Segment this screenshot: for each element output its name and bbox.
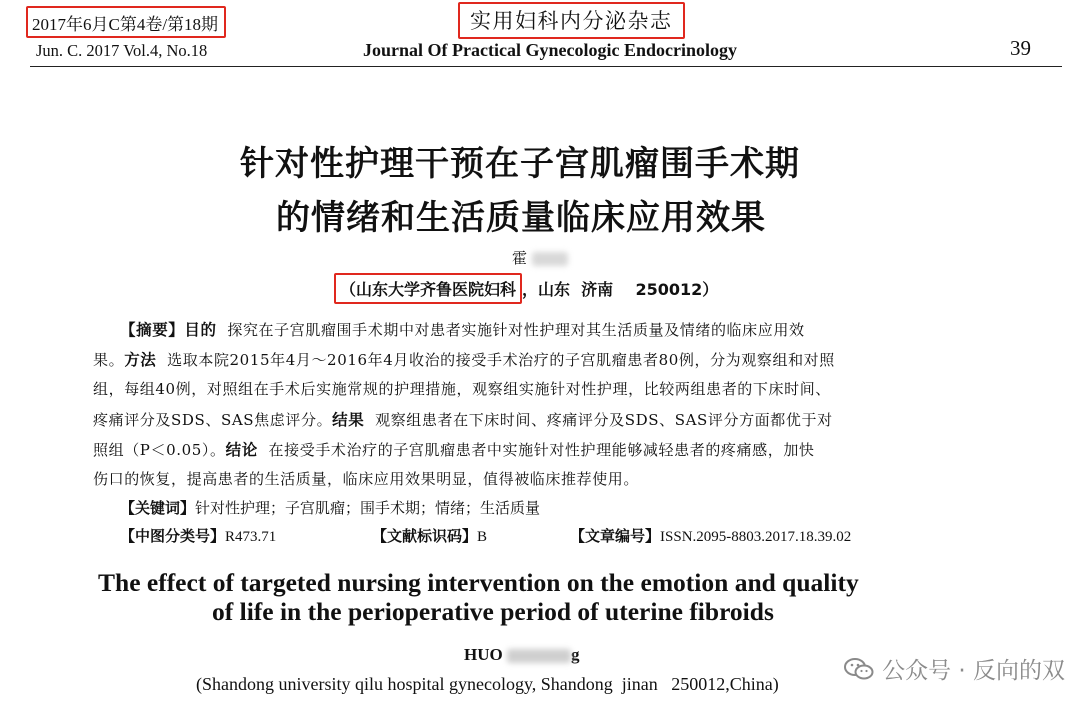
abstract-text: 观察组患者在下床时间、疼痛评分及SDS、SAS评分方面都优于对 bbox=[364, 411, 833, 429]
abstract-method-label: 方法 bbox=[124, 351, 157, 369]
abstract-line-3 bbox=[93, 378, 831, 399]
journal-cn-box bbox=[458, 2, 685, 39]
document-code bbox=[372, 525, 487, 546]
affiliation-open-paren: （ bbox=[340, 280, 357, 299]
affiliation-cn bbox=[334, 273, 718, 304]
abstract-text: 组，每组40例，对照组在手术后实施常规的护理措施，观察组实施针对性护理，比较两组患者的下床时间、 bbox=[93, 380, 831, 398]
issue-cn-box bbox=[26, 6, 226, 38]
article-number-value: ISSN.2095-8803.2017.18.39.02 bbox=[660, 529, 852, 545]
title-cn-line1: 针对性护理干预在子宫肌瘤围手术期 bbox=[240, 144, 800, 184]
abstract-result-label: 结果 bbox=[332, 411, 365, 429]
abstract-line-6 bbox=[93, 468, 639, 489]
title-en-line1: The effect of targeted nursing intervention on the emotion and quality bbox=[98, 568, 859, 597]
author-en-surname: HUO bbox=[464, 645, 503, 664]
redacted-name bbox=[507, 649, 571, 663]
keywords-value: 针对性护理；子宫肌瘤；围手术期；情绪；生活质量 bbox=[195, 499, 541, 517]
abstract-text: 在接受手术治疗的子宫肌瘤患者中实施针对性护理能够减轻患者的疼痛感，加快 bbox=[257, 441, 815, 459]
abstract-conclusion-label: 结论 bbox=[225, 441, 258, 459]
author-cn bbox=[512, 247, 568, 268]
abstract-line-2 bbox=[93, 348, 835, 370]
abstract-purpose-label: 目的 bbox=[184, 321, 217, 339]
affiliation-en: (Shandong university qilu hospital gynecology, Shandong jinan 250012,China) bbox=[196, 674, 779, 694]
author-en bbox=[464, 645, 579, 665]
document-code-label: 【文献标识码】 bbox=[372, 527, 478, 545]
abstract-text: 果。 bbox=[93, 351, 125, 369]
abstract-label: 【摘要】 bbox=[120, 321, 185, 339]
keywords bbox=[120, 497, 540, 518]
journal-cn: 实用妇科内分泌杂志 bbox=[470, 9, 673, 33]
watermark-text: 公众号 · 反向的双 bbox=[882, 658, 1065, 684]
title-cn-line2: 的情绪和生活质量临床应用效果 bbox=[276, 198, 766, 238]
page-number: 39 bbox=[1010, 36, 1031, 60]
classification bbox=[120, 525, 276, 546]
classification-value: R473.71 bbox=[225, 529, 277, 545]
wechat-icon bbox=[844, 657, 874, 681]
abstract-text: 探究在子宫肌瘤围手术期中对患者实施针对性护理对其生活质量及情绪的临床应用效 bbox=[216, 321, 805, 339]
abstract-line-5 bbox=[93, 438, 815, 460]
institution-name: 山东大学齐鲁医院妇科 bbox=[356, 280, 517, 299]
abstract-text: 照组（P＜0.05）。 bbox=[93, 441, 226, 459]
journal-en: Journal Of Practical Gynecologic Endocrinology bbox=[363, 40, 737, 60]
abstract-text: 选取本院2015年4月～2016年4月收治的接受手术治疗的子宫肌瘤患者80例，分为观察组和对照 bbox=[156, 351, 835, 369]
classification-label: 【中图分类号】 bbox=[120, 527, 226, 545]
article-number bbox=[570, 525, 851, 546]
abstract-line-1 bbox=[120, 318, 805, 340]
document-code-value: B bbox=[477, 529, 488, 545]
abstract-text: 疼痛评分及SDS、SAS焦虑评分。 bbox=[93, 411, 333, 429]
keywords-label: 【关键词】 bbox=[120, 499, 196, 517]
issue-cn: 2017年6月C第4卷/第18期 bbox=[32, 15, 219, 34]
institution-box bbox=[334, 273, 522, 304]
redacted-name bbox=[532, 252, 568, 266]
author-cn-surname: 霍 bbox=[512, 249, 528, 267]
title-en-line2: of life in the perioperative period of uterine fibroids bbox=[212, 597, 774, 626]
issue-en: Jun. C. 2017 Vol.4, No.18 bbox=[36, 41, 208, 60]
abstract-line-4 bbox=[93, 408, 833, 430]
header-rule bbox=[30, 66, 1062, 67]
watermark bbox=[844, 652, 1065, 685]
affiliation-rest: ，山东 济南 250012） bbox=[522, 280, 719, 299]
abstract-text: 伤口的恢复，提高患者的生活质量，临床应用效果明显，值得被临床推荐使用。 bbox=[93, 470, 640, 488]
article-number-label: 【文章编号】 bbox=[570, 527, 661, 545]
author-en-tail: g bbox=[570, 645, 580, 664]
